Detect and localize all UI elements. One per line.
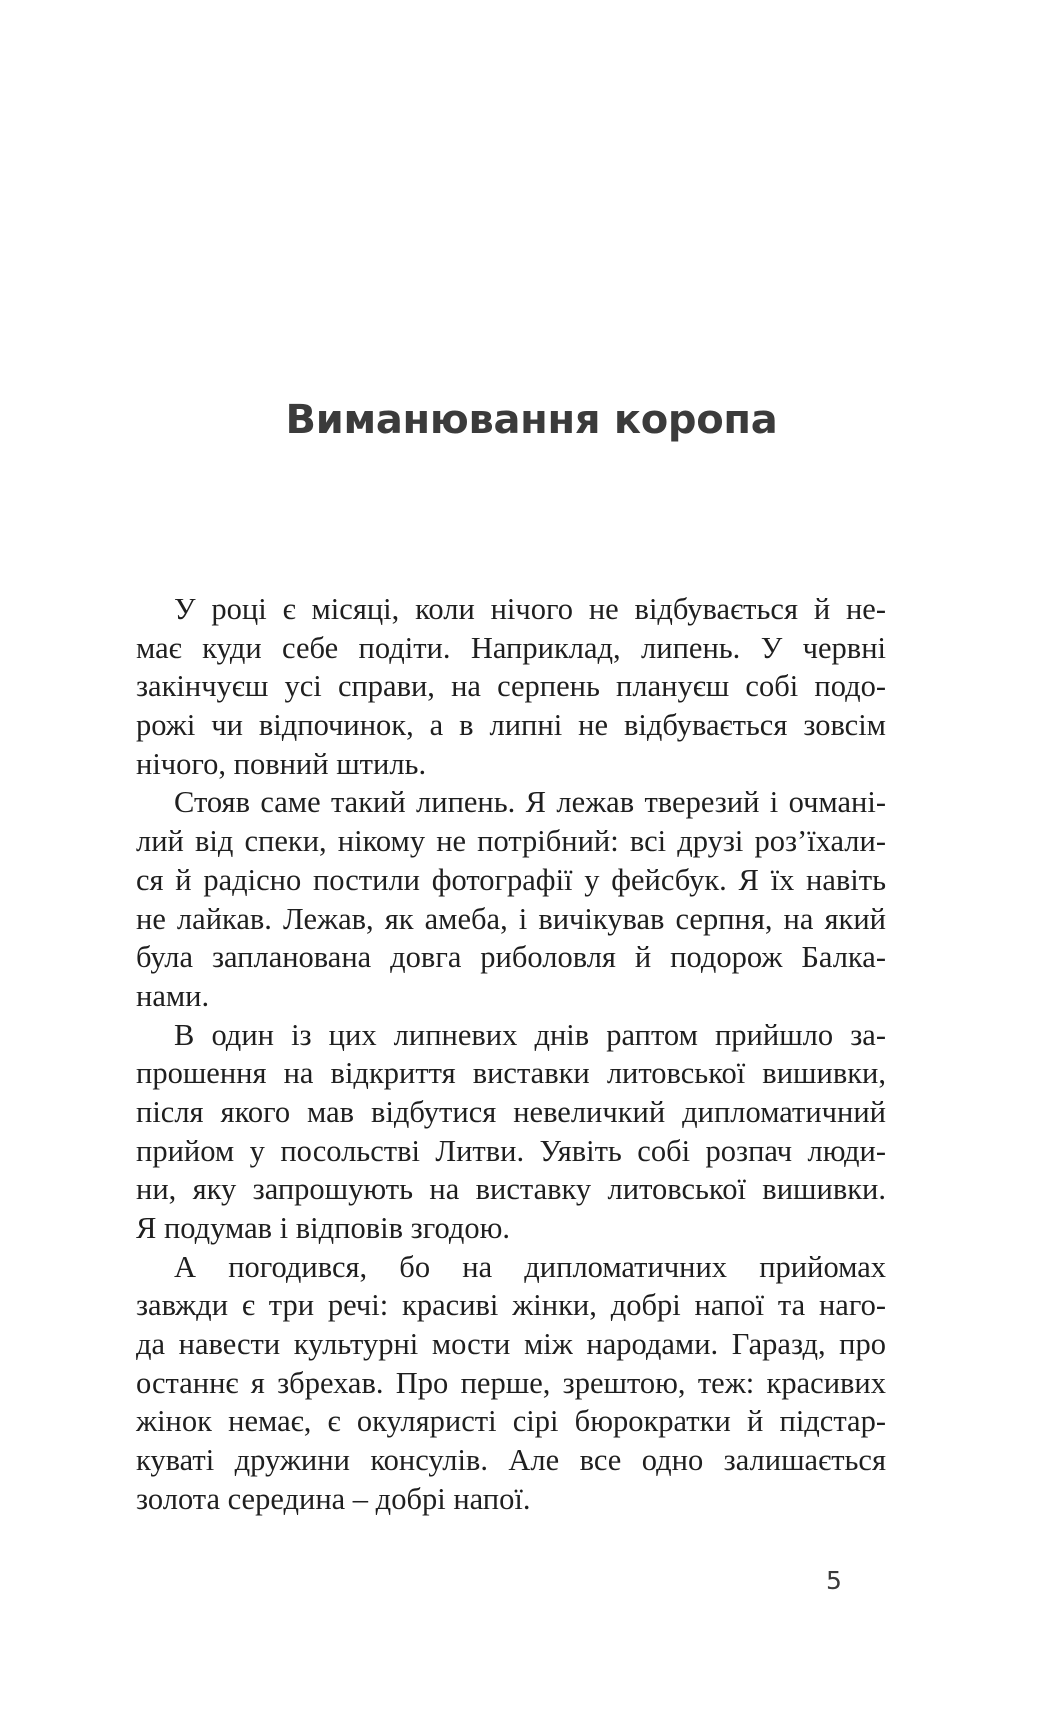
text-line: Я подумав і відповів згодою. [136, 1211, 510, 1245]
text-line: не лайкав. Лежав, як амеба, і вичікував серпня, на який [136, 901, 886, 936]
text-line: нами. [136, 978, 210, 1013]
text-line: жінок немає, є окуляристі сірі бюрократки й підстар- [136, 1404, 886, 1439]
paragraph-4 [136, 1248, 886, 1519]
text-line: прийом у посольстві Литви. Уявіть собі розпач люди- [136, 1133, 886, 1168]
chapter-body [136, 590, 886, 1519]
text-line: У році є місяці, коли нічого не відбувається й не- [174, 592, 886, 626]
text-line: завжди є три речі: красиві жінки, добрі напої та наго- [136, 1288, 886, 1323]
page-number: 5 [826, 1566, 842, 1595]
text-line: золота середина – добрі напої. [136, 1481, 531, 1516]
text-line: була запланована довга риболовля й подорож Балка- [136, 940, 886, 975]
text-line: ся й радісно постили фотографії у фейсбук. Я їх навіть [136, 862, 886, 897]
text-line: да навести культурні мости між народами. Гаразд, про [136, 1327, 886, 1362]
text-line: має куди себе подіти. Наприклад, липень. У червні [136, 630, 886, 665]
text-line: ни, яку запрошують на виставку литовської вишивки. [136, 1172, 886, 1207]
text-line: рожі чи відпочинок, а в липні не відбувається зовсім [136, 708, 886, 743]
chapter-title: Виманювання коропа [285, 397, 778, 443]
text-line: закінчуєш усі справи, на серпень плануєш собі подо- [136, 669, 886, 704]
paragraph-3 [136, 1016, 886, 1248]
paragraph-2 [136, 783, 886, 1015]
text-line: нічого, повний штиль. [136, 746, 427, 781]
text-line: А погодився, бо на дипломатичних прийомах [174, 1249, 886, 1284]
text-line: В один із цих липневих днів раптом прийшло за- [174, 1017, 886, 1052]
text-line: після якого мав відбутися невеличкий дипломатичний [136, 1094, 886, 1129]
text-line: останнє я збрехав. Про перше, зрештою, теж: красивих [136, 1365, 886, 1400]
text-line: Стояв саме такий липень. Я лежав тверезий і очмані- [174, 785, 886, 820]
paragraph-1 [136, 590, 886, 783]
text-line: лий від спеки, нікому не потрібний: всі друзі роз’їхали- [136, 824, 886, 859]
text-line: куваті дружини консулів. Але все одно залишається [136, 1443, 886, 1478]
text-line: прошення на відкриття виставки литовської вишивки, [136, 1056, 886, 1091]
